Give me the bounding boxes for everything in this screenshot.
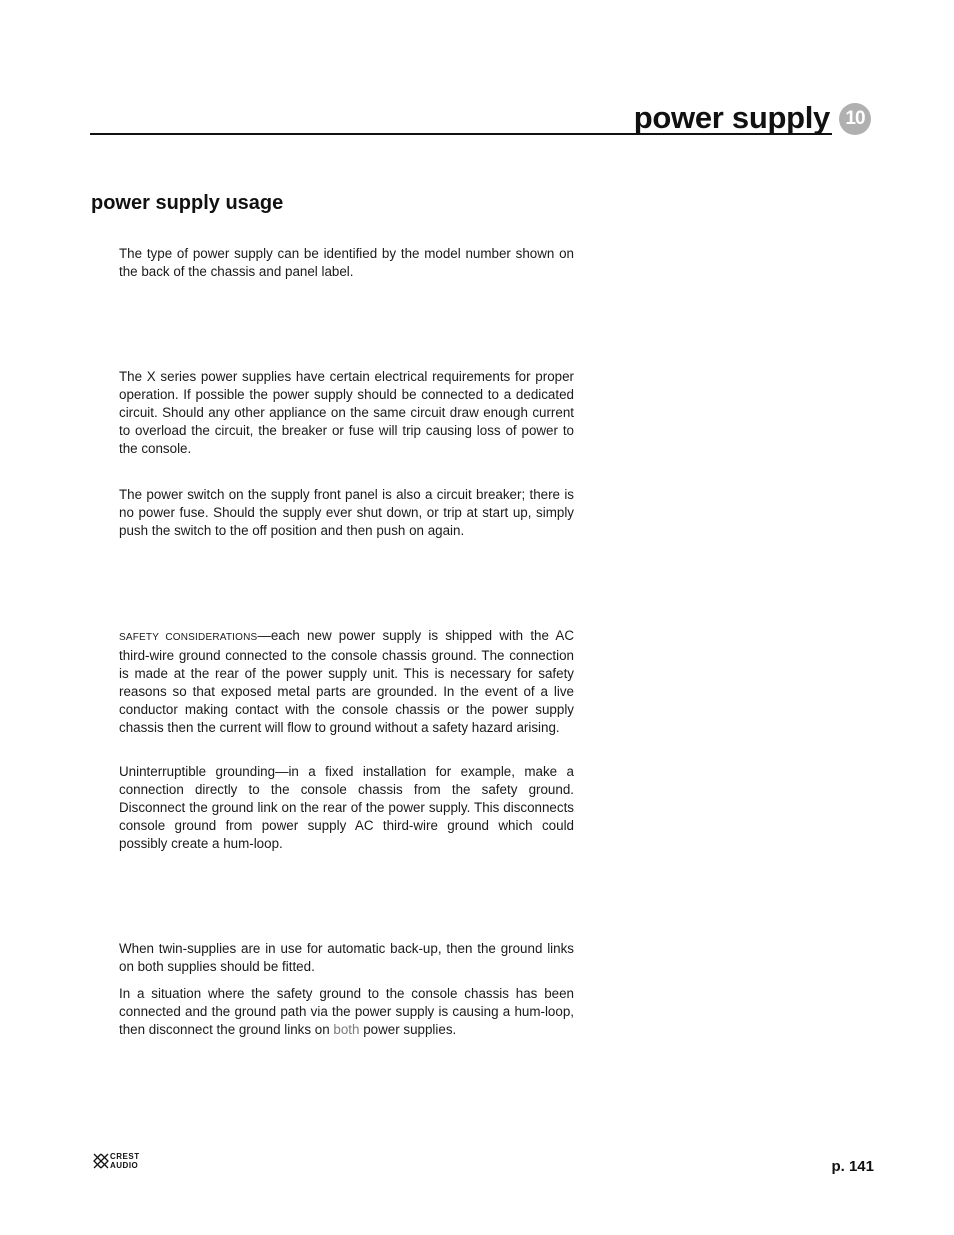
chapter-number-badge: 10 <box>839 103 871 135</box>
paragraph-model-identification: The type of power supply can be identified by the model number shown on the back of the chassis and panel label. <box>119 246 574 279</box>
hum-loop-text-before: In a situation where the safety ground to the console chassis has been connected and the ground path via the power supply is causing a hum-loop, then disconnect the ground links on <box>119 986 574 1037</box>
safety-considerations-text: —each new power supply is shipped with the AC third-wire ground connected to the console chassis ground. The connection is made at the rear of the power supply unit. This is necessary for safety reasons so that exposed metal parts are grounded. In the event of a live conductor making contact with the console chassis or the power supply chassis then the current will flow to ground without a safety hazard arising. <box>119 628 574 735</box>
hum-loop-emphasis: both <box>333 1022 360 1037</box>
safety-considerations-label: SAFETY CONSIDERATIONS <box>119 632 258 643</box>
paragraph-electrical-requirements: The X series power supplies have certain electrical requirements for proper operation. If possible the power supply should be connected to a dedicated circuit. Should any other appliance on the same circuit draw enough current to overload the circuit, the breaker or fuse will trip causing loss of power to the console. <box>119 369 574 456</box>
paragraph-uninterruptible-grounding: Uninterruptible grounding—in a fixed installation for example, make a connection directly to the console chassis from the safety ground. Disconnect the ground link on the rear of the power supply. This disconnects console ground from power supply AC third-wire ground which could possibly create a hum-loop. <box>119 764 574 851</box>
paragraph-power-switch: The power switch on the supply front panel is also a circuit breaker; there is no power fuse. Should the supply ever shut down, or trip at start up, simply push the switch to the off position and then push on again. <box>119 487 574 538</box>
paragraph-hum-loop <box>119 985 574 1039</box>
crest-logo-mark-icon <box>93 1153 109 1171</box>
paragraph-safety-considerations <box>119 627 574 737</box>
logo-line-audio: AUDIO <box>110 1161 139 1170</box>
chapter-title: power supply <box>633 100 830 135</box>
page-number: p. 141 <box>831 1158 874 1175</box>
section-heading: power supply usage <box>91 192 284 214</box>
crest-audio-logo <box>93 1151 163 1173</box>
paragraph-twin-supplies: When twin-supplies are in use for automatic back-up, then the ground links on both supplies should be fitted. <box>119 941 574 974</box>
logo-line-crest: CREST <box>110 1152 140 1161</box>
hum-loop-text-after: power supplies. <box>359 1022 457 1037</box>
